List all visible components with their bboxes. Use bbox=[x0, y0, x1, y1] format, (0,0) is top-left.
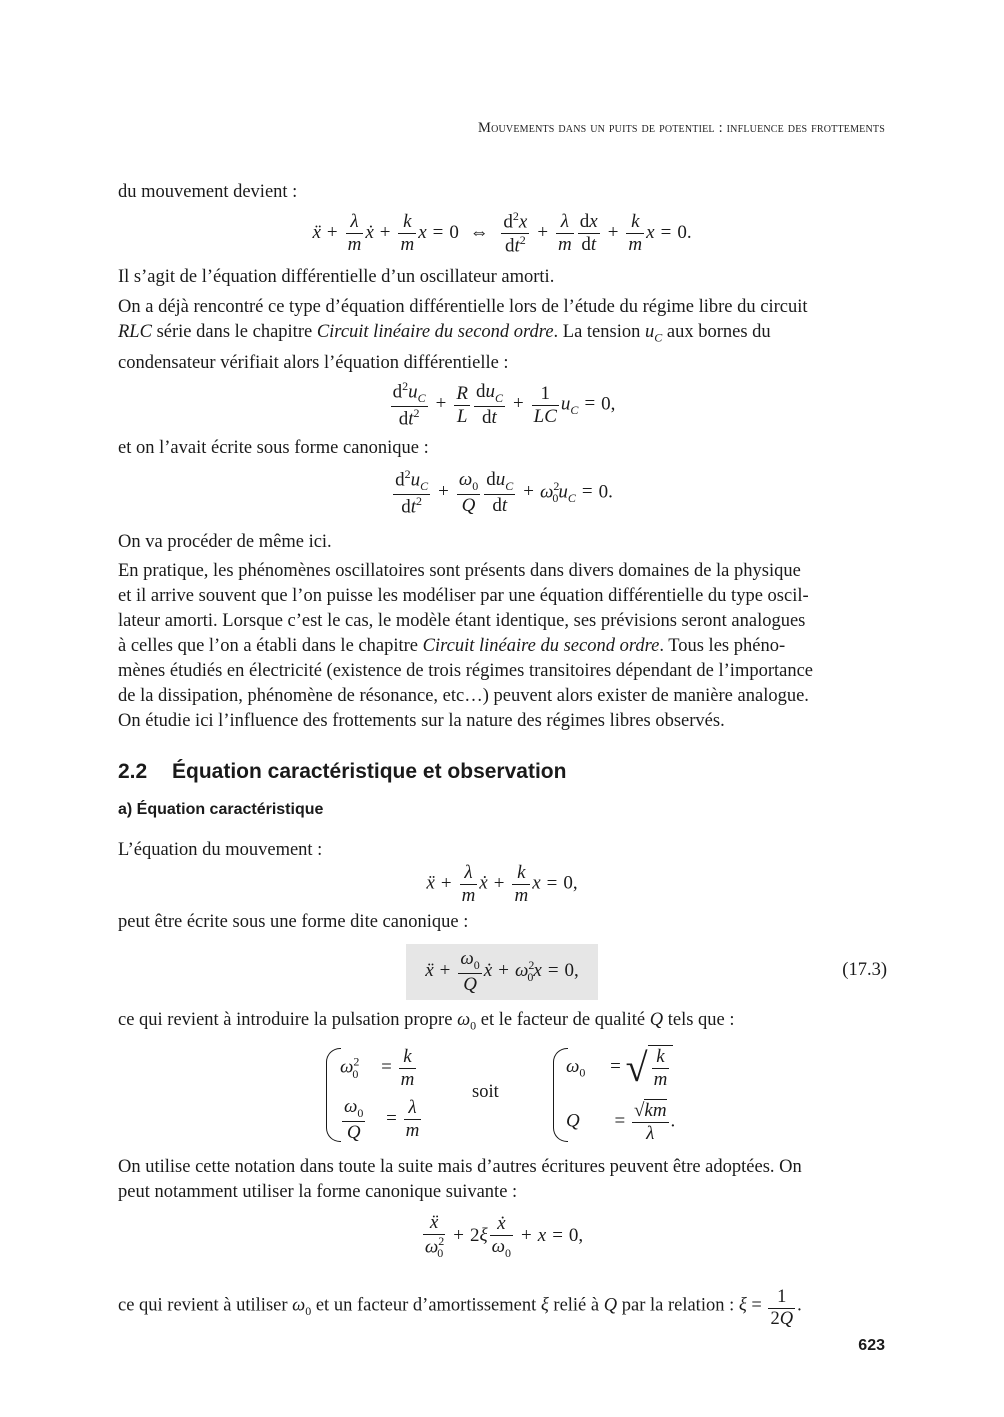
system-row-4: Q = $\frac{√km}{\lambda}$ . bbox=[566, 1100, 676, 1144]
paragraph-11: ce qui revient à utiliser $\omega_0$ et un facteur d’amortissement ξ relié à Q par la relation : ξ = $\frac{1}{2Q}$ . bbox=[118, 1287, 802, 1330]
paragraph-6-line-3: lateur amorti. Lorsque c’est le cas, le modèle étant identique, ses prévisions seront analogues bbox=[118, 611, 806, 631]
paragraph-6-line-5: mènes étudiés en électricité (existence de trois régimes transitoires dépendant de l’importance bbox=[118, 661, 814, 681]
text: à celles que l’on a établi dans le chapitre bbox=[118, 636, 423, 656]
equation-number: (17.3) bbox=[842, 960, 887, 980]
section-number: 2.2 bbox=[118, 760, 148, 783]
text: et le facteur de qualité bbox=[476, 1010, 650, 1030]
paragraph-6-line-6: de la dissipation, phénomène de résonance, etc…) peuvent alors exister de manière analogue. bbox=[118, 686, 809, 706]
text: aux bornes du bbox=[662, 322, 771, 342]
soit-word: soit bbox=[472, 1082, 499, 1102]
uc-symbol: u bbox=[644, 322, 655, 342]
section-title-text: Équation caractéristique et observation bbox=[172, 760, 567, 783]
text: ce qui revient à utiliser bbox=[118, 1295, 293, 1316]
section-heading bbox=[118, 760, 566, 784]
page-number: 623 bbox=[858, 1337, 885, 1354]
text: ce qui revient à introduire la pulsation propre bbox=[118, 1010, 458, 1030]
paragraph-5: On va procéder de même ici. bbox=[118, 532, 332, 552]
equation-4: ẍ + $\frac{\lambda}{m}$ ẋ + $\frac{k}{m}$ x = 0, bbox=[426, 862, 578, 906]
text: et un facteur d’amortissement bbox=[311, 1295, 541, 1316]
equation-1: ẍ + $\frac{\lambda}{m}$ ẋ + $\frac{k}{m}$ x = 0 ⇔ $\frac{d^2x}{dt^2}$ + $\frac{\lambda}{m}$ $\frac{dx}{dt}$ + $\frac{k}{m}$ x = 0. bbox=[312, 209, 692, 257]
paragraph-3 bbox=[118, 295, 886, 376]
paragraph-2: Il s’agit de l’équation différentielle d’un oscillateur amorti. bbox=[118, 267, 555, 287]
text: relié à bbox=[548, 1295, 604, 1316]
paragraph-6 bbox=[118, 559, 886, 734]
text: tels que : bbox=[663, 1010, 735, 1030]
equation-xi-form: $\frac{\text{ẍ}}{\omega^2_0}$ + 2ξ $\frac{\text{ẋ}}{\omega_0}$ + x = 0, bbox=[424, 1212, 584, 1260]
paragraph-6-line-1: En pratique, les phénomènes oscillatoires sont présents dans divers domaines de la physique bbox=[118, 561, 801, 581]
paragraph-8: peut être écrite sous une forme dite canonique : bbox=[118, 912, 469, 932]
paragraph-10-line-2: peut notamment utiliser la forme canonique suivante : bbox=[118, 1182, 518, 1202]
paragraph-3-line-3: condensateur vérifiait alors l’équation différentielle : bbox=[118, 352, 509, 373]
paragraph-3-line-1: On a déjà rencontré ce type d’équation différentielle lors de l’étude du régime libre du circuit bbox=[118, 297, 808, 317]
paragraph-3-line-2 bbox=[118, 320, 886, 351]
paragraph-7: L’équation du mouvement : bbox=[118, 840, 323, 860]
paragraph-6-line-4 bbox=[118, 634, 886, 659]
left-brace bbox=[326, 1048, 341, 1142]
equation-canonical: ẍ + $\frac{\omega_0}{Q}$ ẋ + $\omega^2_0x = 0$, bbox=[425, 948, 579, 995]
chapter-reference: Circuit linéaire du second ordre bbox=[422, 636, 660, 656]
paragraph-4: et on l’avait écrite sous forme canonique : bbox=[118, 438, 429, 458]
text: par la relation : bbox=[617, 1295, 739, 1316]
text: . La tension bbox=[553, 322, 645, 342]
paragraph-6-line-2: et il arrive souvent que l’on puisse les modéliser par une équation différentielle du type oscil- bbox=[118, 586, 809, 606]
chapter-reference: Circuit linéaire du second ordre bbox=[316, 322, 554, 342]
equation-3: $\frac{d^2u_C}{dt^2}$ + $\frac{\omega_0}{Q}$ $\frac{du_C}{dt}$ + $\omega^2_0u_C = 0$. bbox=[395, 467, 613, 518]
paragraph-10 bbox=[118, 1155, 886, 1205]
paragraph-1: du mouvement devient : bbox=[118, 182, 298, 202]
system-row-3: $\omega_0$ = √ $\frac{k}{m}$ bbox=[566, 1044, 673, 1091]
text: série dans le chapitre bbox=[151, 322, 317, 342]
paragraph-10-line-1: On utilise cette notation dans toute la suite mais d’autres écritures peuvent être adoptées. On bbox=[118, 1157, 802, 1177]
paragraph-6-line-7: On étudie ici l’influence des frottements sur la nature des régimes libres observés. bbox=[118, 711, 725, 731]
system-row-2: $\frac{\omega_0}{Q}$ = $\frac{\lambda}{m}$ bbox=[344, 1096, 420, 1143]
system-row-1: $\omega^2_0$ = $\frac{k}{m}$ bbox=[340, 1046, 415, 1090]
running-header: Mouvements dans un puits de potentiel : influence des frottements bbox=[478, 120, 885, 136]
subsection-heading: a) Équation caractéristique bbox=[118, 801, 324, 818]
text: . Tous les phéno- bbox=[659, 636, 786, 656]
equation-2: $\frac{d^2u_C}{dt^2}$ + $\frac{R}{L}$ $\frac{du_C}{dt}$ + $\frac{1}{LC}$ $u_C = 0$, bbox=[392, 379, 616, 430]
uc-subscript: C bbox=[654, 330, 663, 345]
rlc-term: RLC bbox=[118, 322, 152, 342]
paragraph-9: ce qui revient à introduire la pulsation propre $\omega_0$ et le facteur de qualité Q tels que : bbox=[118, 1010, 735, 1033]
